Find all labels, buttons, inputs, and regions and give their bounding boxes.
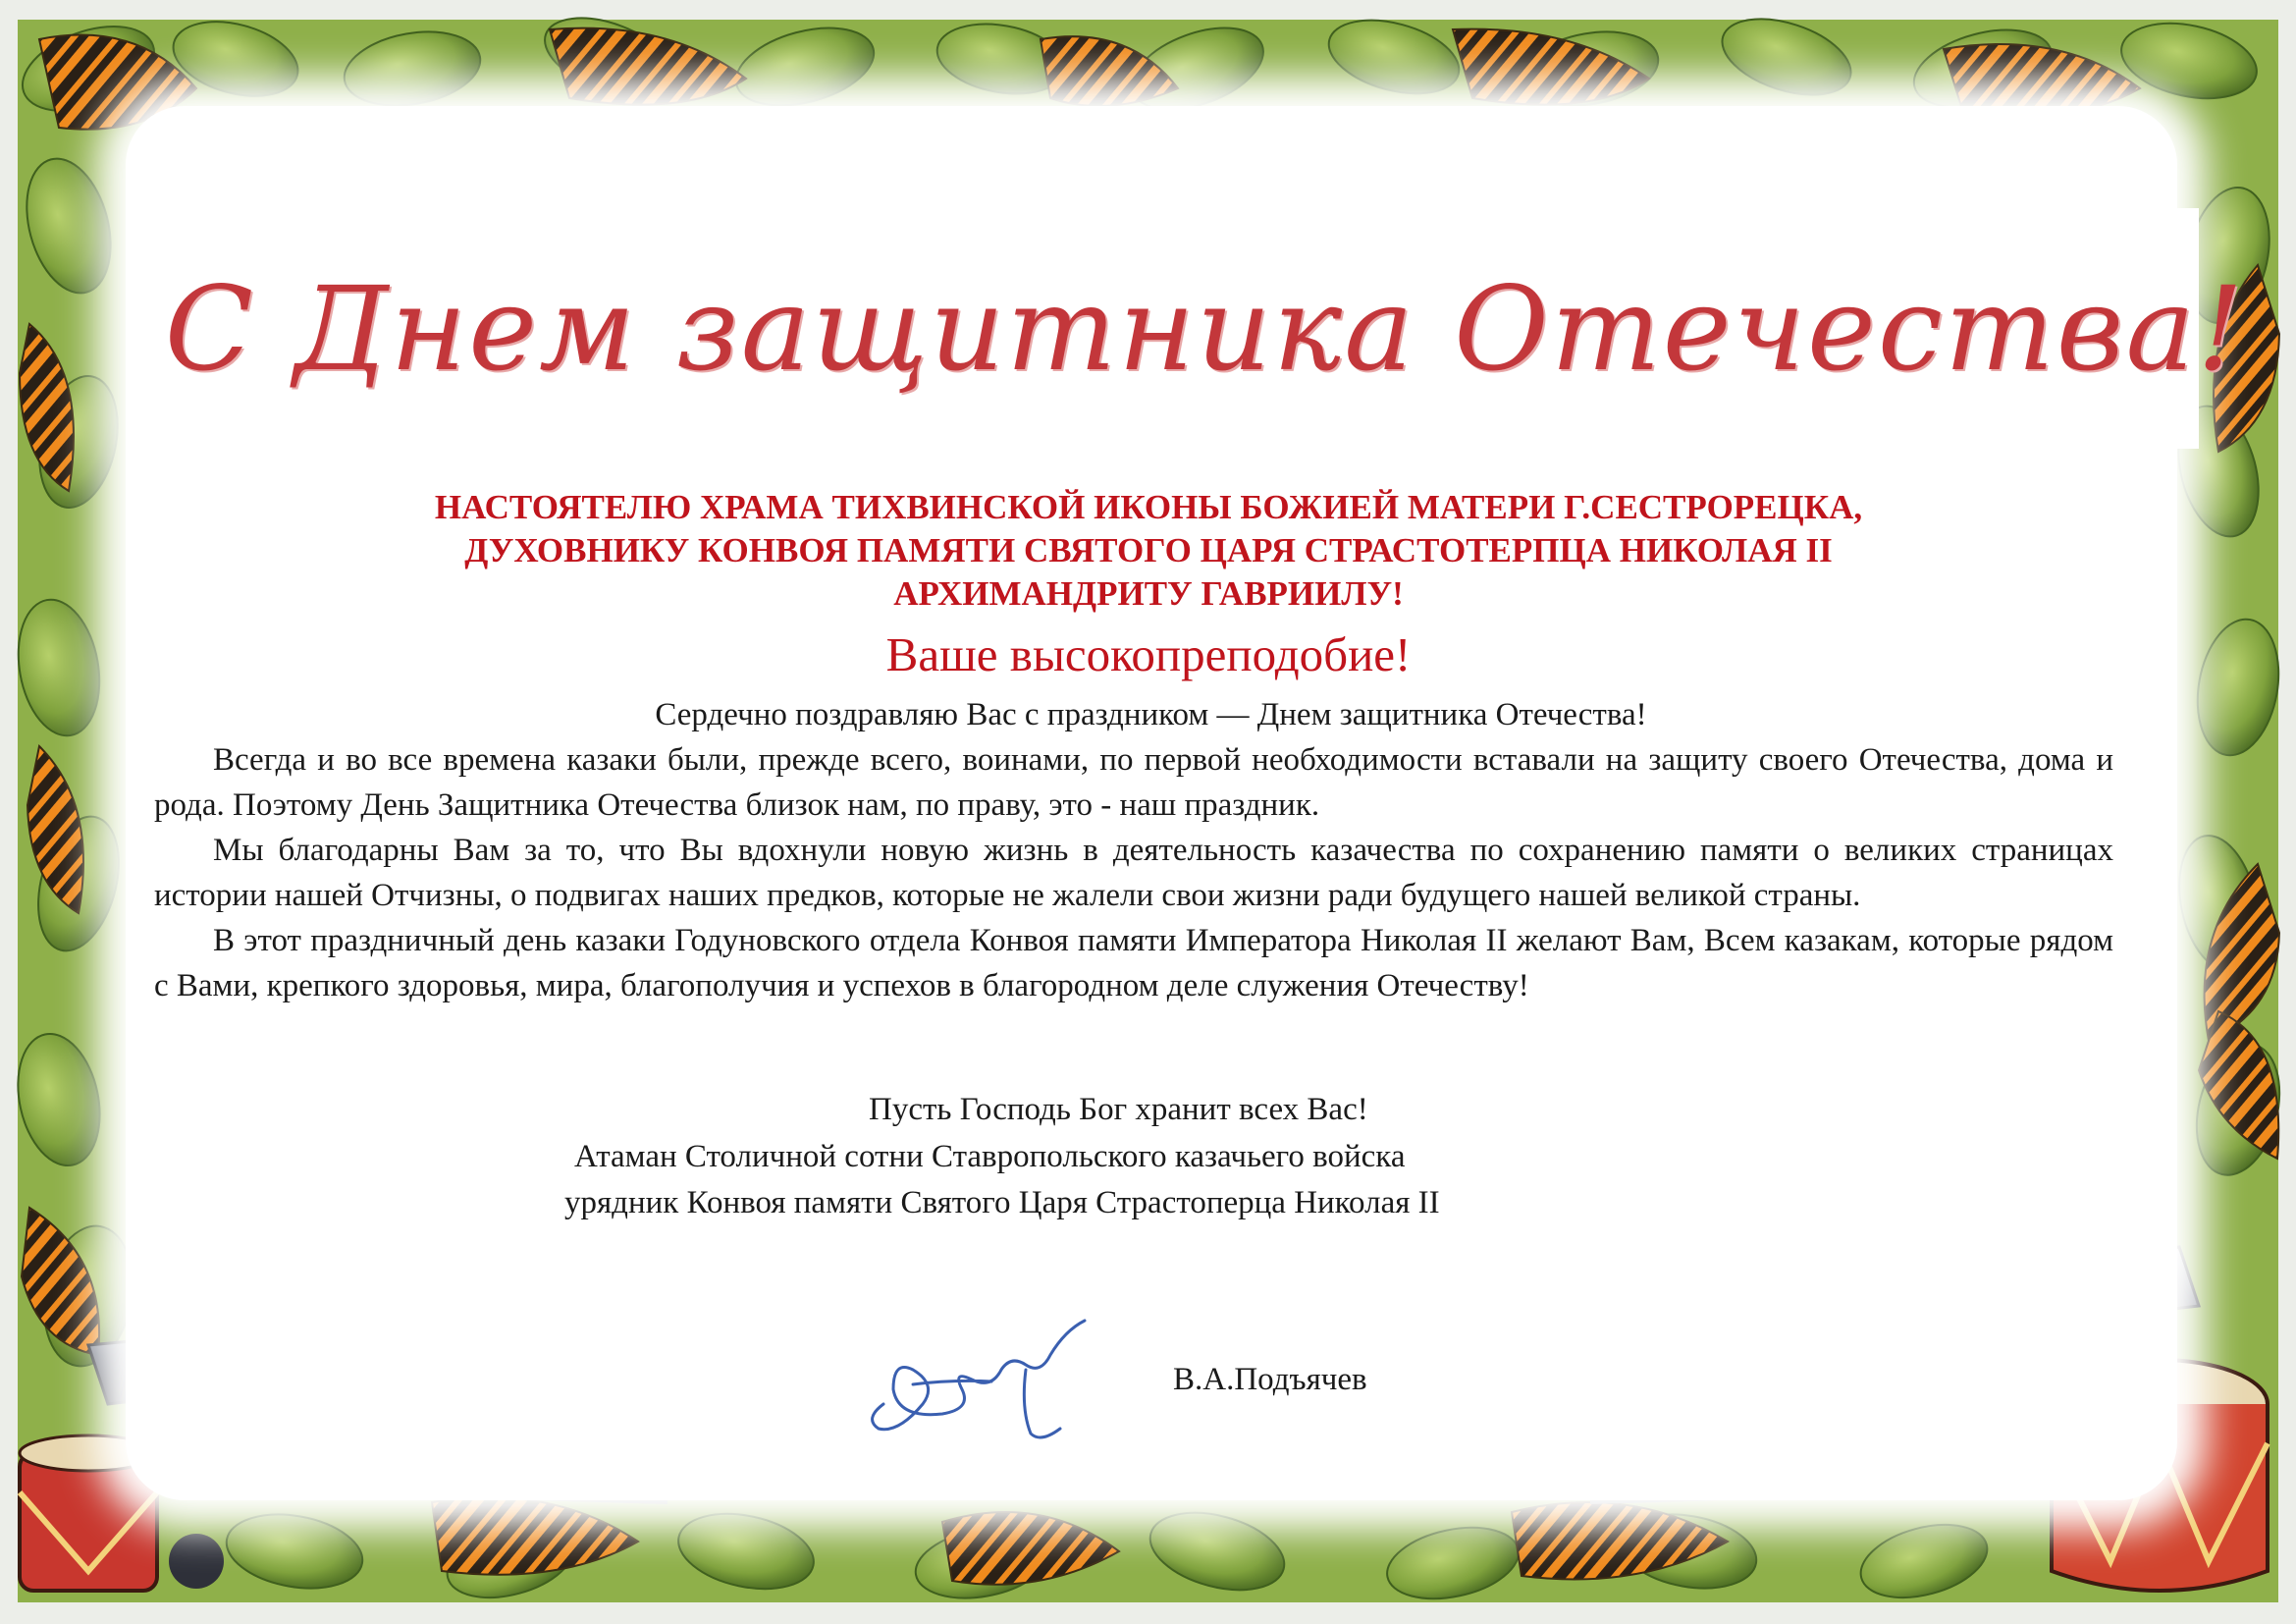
letter-body: [154, 692, 2113, 1008]
headline: С Днем защитника Отечества!: [164, 260, 2246, 397]
closing-position-1: Атаман Столичной сотни Ставропольского казачьего войска: [574, 1139, 1406, 1174]
signature: [854, 1311, 1119, 1448]
addressee-line-2: ДУХОВНИКУ КОНВОЯ ПАМЯТИ СВЯТОГО ЦАРЯ СТРАСТОТЕРПЦА НИКОЛАЯ II: [464, 531, 1833, 569]
body-paragraph-1: Всегда и во все времена казаки были, прежде всего, воинами, по первой необходимости вставали на защиту своего Отечества, дома и рода. Поэтому День Защитника Отечества близок нам, по праву, это - наш праздник.: [154, 742, 2113, 823]
body-paragraph-2: Мы благодарны Вам за то, что Вы вдохнули новую жизнь в деятельность казачества по сохранению памяти о великих страницах истории нашей Отчизны, о подвигах наших предков, которые не жалели свои жизни ради будущего нашей великой страны.: [154, 833, 2113, 913]
salutation: Ваше высокопреподобие!: [885, 627, 1412, 681]
signer-name: В.А.Подъячев: [1173, 1362, 1367, 1397]
closing-blessing: Пусть Господь Бог хранит всех Вас!: [869, 1092, 1368, 1127]
addressee-line-1: НАСТОЯТЕЛЮ ХРАМА ТИХВИНСКОЙ ИКОНЫ БОЖИЕЙ МАТЕРИ Г.СЕСТРОРЕЦКА,: [434, 488, 1863, 526]
addressee-line-3: АРХИМАНДРИТУ ГАВРИИЛУ!: [893, 574, 1404, 613]
body-paragraph-3: В этот праздничный день казаки Годуновского отдела Конвоя памяти Императора Николая II желают Вам, Всем казакам, которые рядом с Вами, крепкого здоровья, мира, благополучия и успехов в благородном деле служения Отечеству!: [154, 923, 2113, 1003]
greeting-line: Сердечно поздравляю Вас с праздником — Днем защитника Отечества!: [655, 697, 1647, 732]
headline-banner: [164, 208, 2246, 449]
closing-position-2: урядник Конвоя памяти Святого Царя Страстоперца Николая II: [564, 1185, 1440, 1220]
